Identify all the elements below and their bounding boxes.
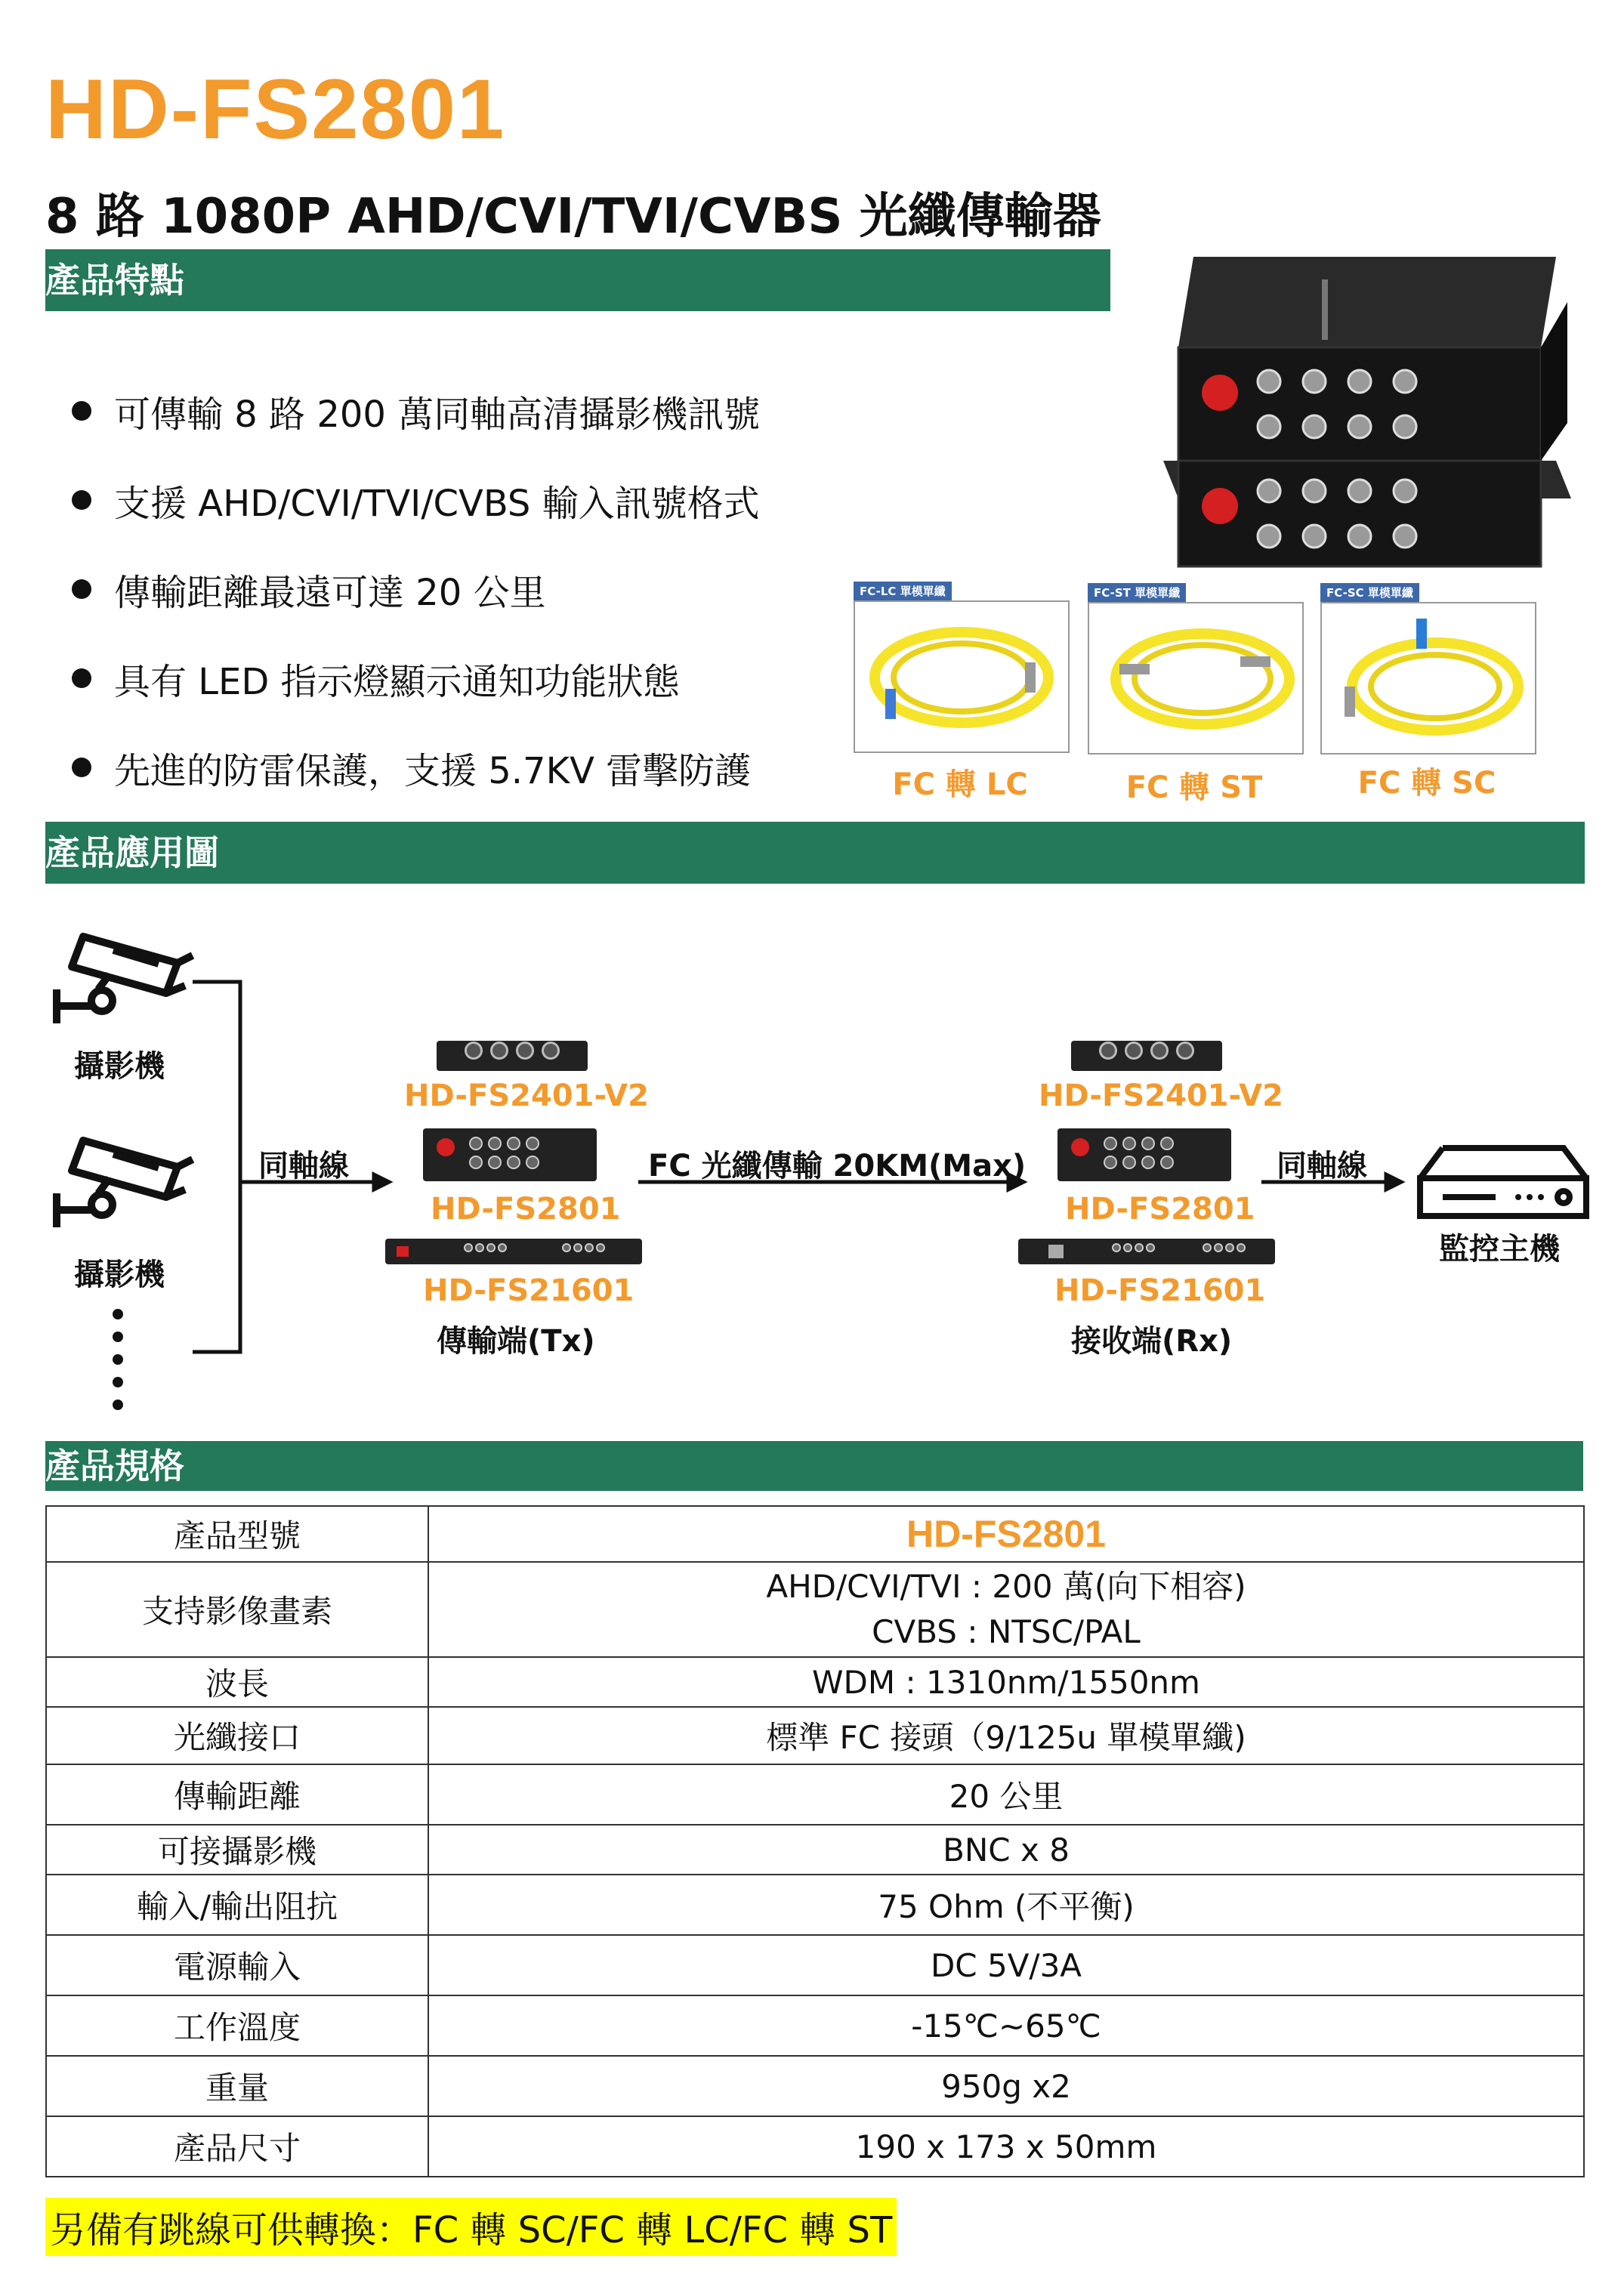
tx-model-bottom: HD-FS21601 [423, 1273, 634, 1308]
spec-value: 190 x 173 x 50mm [428, 2116, 1584, 2177]
spec-model-value: HD-FS2801 [428, 1506, 1584, 1562]
spec-value: -15℃~65℃ [428, 1995, 1584, 2056]
spec-key: 支持影像畫素 [46, 1562, 428, 1657]
spec-key: 傳輸距離 [46, 1764, 428, 1825]
product-subtitle: 8 路 1080P AHD/CVI/TVI/CVBS 光纖傳輸器 [45, 189, 1101, 245]
spec-value: 標準 FC 接頭（9/125u 單模單纖) [428, 1707, 1584, 1764]
tx-device-bottom [385, 1239, 642, 1264]
spec-value: AHD/CVI/TVI : 200 萬(向下相容) CVBS : NTSC/PAL [428, 1562, 1584, 1657]
product-model-title: HD-FS2801 [45, 62, 506, 156]
cable-tag: FC-ST 單模單纖 [1088, 583, 1186, 602]
spec-key: 波長 [46, 1657, 428, 1707]
feature-item: 傳輸距離最遠可達 20 公里 [72, 545, 760, 634]
spec-value: 20 公里 [428, 1764, 1584, 1825]
coax-label-left: 同軸線 [258, 1149, 349, 1184]
cable-caption: FC 轉 ST [1125, 770, 1263, 805]
monitor-label: 監控主機 [1439, 1232, 1560, 1267]
table-row [46, 2056, 1584, 2116]
dvr-host [1413, 1140, 1594, 1227]
fiber-link-label: FC 光纖傳輸 20KM(Max) [648, 1149, 1027, 1184]
feature-item: 可傳輸 8 路 200 萬同軸高清攝影機訊號 [72, 366, 760, 455]
tx-model-mid: HD-FS2801 [431, 1192, 621, 1227]
cable-tag: FC-LC 單模單纖 [854, 582, 952, 600]
spec-key: 產品型號 [46, 1506, 428, 1562]
table-row [46, 1764, 1584, 1825]
rx-model-top: HD-FS2401-V2 [1039, 1079, 1283, 1113]
spec-value: 950g x2 [428, 2056, 1584, 2116]
cable-caption: FC 轉 LC [892, 767, 1028, 802]
rx-device-mid [1057, 1128, 1231, 1181]
spec-key: 工作溫度 [46, 1995, 428, 2056]
cable-tag: FC-SC 單模單纖 [1320, 583, 1419, 602]
camera-1-label: 攝影機 [74, 1049, 165, 1084]
features-heading: 產品特點 [45, 260, 184, 301]
application-heading: 產品應用圖 [45, 832, 219, 873]
table-row [46, 1657, 1584, 1707]
feature-item: 支援 AHD/CVI/TVI/CVBS 輸入訊號格式 [72, 455, 760, 545]
specs-heading: 產品規格 [45, 1446, 184, 1486]
table-row [46, 1506, 1584, 1562]
table-row [46, 1995, 1584, 2056]
tx-model-top: HD-FS2401-V2 [404, 1079, 649, 1113]
feature-item: 具有 LED 指示燈顯示通知功能狀態 [72, 634, 760, 723]
spec-key: 電源輸入 [46, 1935, 428, 1995]
camera-2-label: 攝影機 [74, 1258, 165, 1292]
feature-item: 先進的防雷保護，支援 5.7KV 雷擊防護 [72, 723, 760, 812]
table-row [46, 1935, 1584, 1995]
cable-caption: FC 轉 SC [1357, 766, 1496, 801]
spec-value: WDM : 1310nm/1550nm [428, 1657, 1584, 1707]
spec-value: BNC x 8 [428, 1825, 1584, 1875]
rx-model-mid: HD-FS2801 [1065, 1192, 1255, 1227]
spec-table [45, 1505, 1585, 2177]
tx-device-top [437, 1041, 588, 1071]
rx-label: 接收端(Rx) [1071, 1324, 1233, 1359]
specs-heading-bar [45, 1441, 1583, 1491]
rx-model-bottom: HD-FS21601 [1054, 1273, 1266, 1308]
spec-key: 可接攝影機 [46, 1825, 428, 1875]
rx-device-bottom [1018, 1239, 1275, 1264]
table-row [46, 1825, 1584, 1875]
coax-label-right: 同軸線 [1277, 1149, 1367, 1184]
tx-label: 傳輸端(Tx) [437, 1324, 595, 1359]
spec-key: 光纖接口 [46, 1707, 428, 1764]
spec-value: DC 5V/3A [428, 1935, 1584, 1995]
table-row [46, 2116, 1584, 2177]
spec-key: 重量 [46, 2056, 428, 2116]
spec-key: 輸入/輸出阻抗 [46, 1875, 428, 1935]
tx-device-mid [423, 1128, 597, 1181]
dvr-icon [1413, 1140, 1594, 1224]
spec-key: 產品尺寸 [46, 2116, 428, 2177]
table-row [46, 1562, 1584, 1657]
table-row [46, 1875, 1584, 1935]
rx-device-top [1071, 1041, 1222, 1071]
footer-note: 另備有跳線可供轉換：FC 轉 SC/FC 轉 LC/FC 轉 ST [45, 2198, 897, 2256]
spec-value: 75 Ohm (不平衡) [428, 1875, 1584, 1935]
table-row [46, 1707, 1584, 1764]
